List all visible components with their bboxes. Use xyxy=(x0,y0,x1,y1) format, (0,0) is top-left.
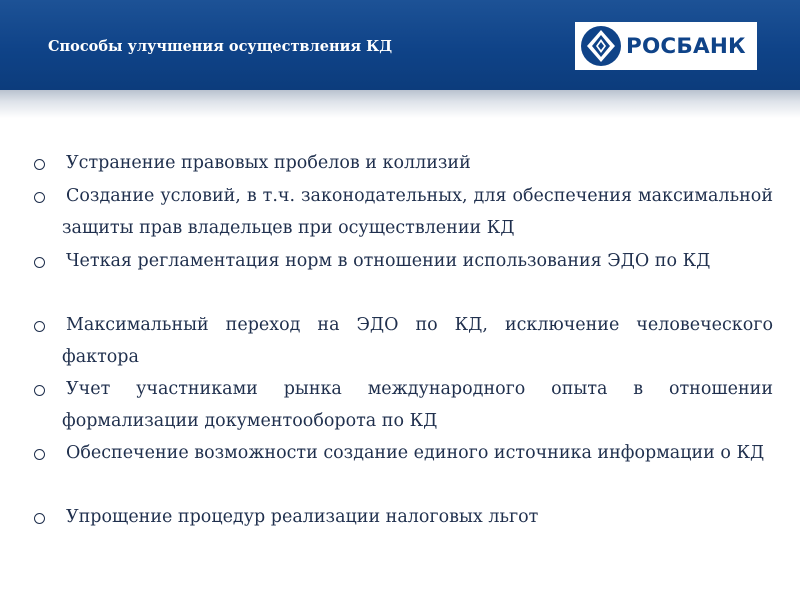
list-item xyxy=(34,508,774,534)
bullet-circle-icon xyxy=(34,321,45,332)
list-item-text: Максимальный переход на ЭДО по КД, исключение человеческого фактора xyxy=(62,315,773,367)
list-item xyxy=(34,380,774,437)
list-item-text: Учет участниками рынка международного опыта в отношении формализации документооборота по КД xyxy=(62,379,773,431)
list-item-text: Создание условий, в т.ч. законодательных, для обеспечения максимальной защиты прав владельцев при осуществлении КД xyxy=(62,186,773,238)
bullet-circle-icon xyxy=(34,385,45,396)
list-item-text: Устранение правовых пробелов и коллизий xyxy=(66,153,471,173)
slide-title: Способы улучшения осуществления КД xyxy=(48,38,393,55)
list-item-text: Упрощение процедур реализации налоговых льгот xyxy=(66,507,539,527)
list-item-text: Четкая регламентация норм в отношении использования ЭДО по КД xyxy=(66,251,711,271)
list-item xyxy=(34,187,774,244)
bullet-circle-icon xyxy=(34,257,45,268)
list-item xyxy=(34,444,774,470)
bullet-circle-icon xyxy=(34,159,45,170)
list-item-text: Обеспечение возможности создание единого источника информации о КД xyxy=(66,443,765,463)
list-item xyxy=(34,154,774,180)
list-item xyxy=(34,316,774,373)
logo-wordmark: РОСБАНК xyxy=(626,33,746,59)
bullet-circle-icon xyxy=(34,513,45,524)
bullet-circle-icon xyxy=(34,192,45,203)
bullet-circle-icon xyxy=(34,449,45,460)
list-item xyxy=(34,252,774,278)
